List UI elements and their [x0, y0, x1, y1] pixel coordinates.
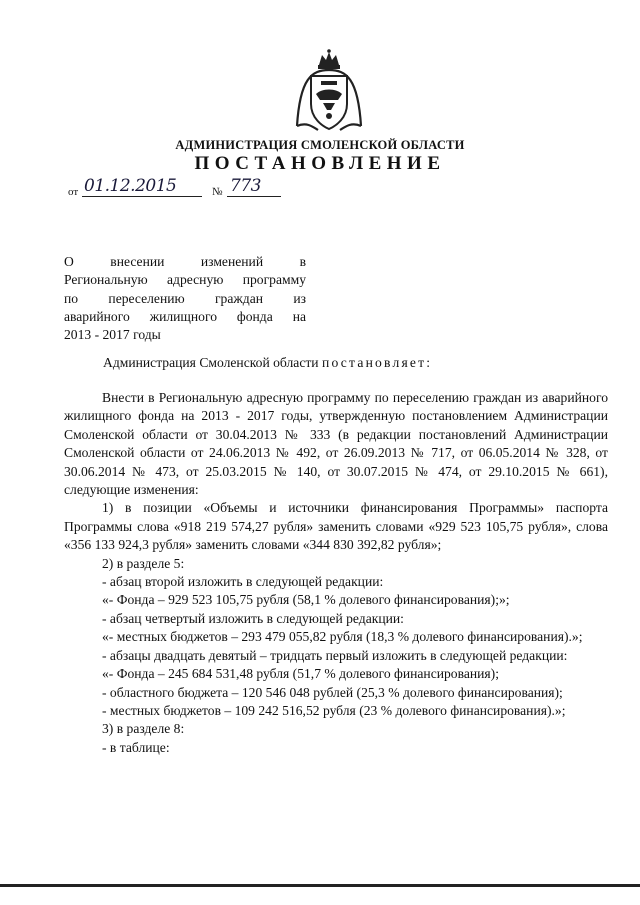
- body-paragraph: - в таблице:: [102, 739, 170, 755]
- intro-decree-word: постановляет: [321, 355, 427, 370]
- date-underline: [82, 196, 202, 197]
- body-paragraph: - абзацы двадцать девятый – тридцать первый изложить в следующей редакции:: [102, 647, 568, 663]
- body-paragraph: 3) в разделе 8:: [102, 721, 185, 737]
- body-paragraph: «- Фонда – 245 684 531,48 рубля (51,7 % долевого финансирования);: [102, 666, 499, 682]
- body-paragraph: - областного бюджета – 120 546 048 рублей (25,3 % долевого финансирования);: [102, 684, 563, 700]
- crown-icon: [318, 49, 340, 69]
- intro-text: Администрация Смоленской области: [103, 355, 319, 370]
- document-body: [64, 389, 608, 757]
- number-underline: [227, 196, 281, 197]
- coat-of-arms-icon: [294, 48, 364, 132]
- date-prefix: от: [68, 186, 79, 198]
- body-paragraph: - абзац четвертый изложить в следующей редакции:: [102, 610, 404, 626]
- date-number-line: [68, 178, 368, 202]
- number-value-handwritten: 773: [230, 176, 261, 196]
- body-paragraph: 1) в позиции «Объемы и источники финансирования Программы» паспорта Программы слова «918 219 574,27 рубля» заменить словами «929 523 105,75 рубля», слова «356 133 924,3 рубля» заменить словами «344 830 392,82 рубля»;: [64, 500, 608, 553]
- body-paragraph: «- местных бюджетов – 293 479 055,82 рубля (18,3 % долевого финансирования).»;: [102, 629, 583, 645]
- body-paragraph: - абзац второй изложить в следующей редакции:: [102, 574, 384, 590]
- subject-line: О внесении изменений в: [64, 254, 306, 269]
- intro-colon: :: [426, 355, 431, 370]
- subject-line: 2013 - 2017 годы: [64, 327, 161, 343]
- organization-title: АДМИНИСТРАЦИЯ СМОЛЕНСКОЙ ОБЛАСТИ: [175, 138, 465, 152]
- subject-line: по переселению граждан из: [64, 290, 306, 306]
- shield-icon: [311, 76, 347, 129]
- body-paragraph: «- Фонда – 929 523 105,75 рубля (58,1 % долевого финансирования);»;: [102, 592, 510, 608]
- body-paragraph: 2) в разделе 5:: [102, 555, 185, 571]
- body-paragraph: - местных бюджетов – 109 242 516,52 рубля (23 % долевого финансирования).»;: [102, 702, 566, 718]
- intro-line: [103, 355, 430, 371]
- number-prefix: №: [212, 186, 223, 198]
- body-paragraph: Внести в Региональную адресную программу по переселению граждан из аварийного жилищного фонда на 2013 - 2017 годы, утвержденную постановлением Администрации Смоленской области от 30.04.2013 № 333 (в редакции постановлений Администрации Смоленской области от 24.06.2013 № 492, от 26.09.2013 № 717, от 06.05.2014 № 328, от 30.06.2014 № 473, от 25.03.2015 № 140, от 30.07.2015 № 474, от 29.10.2015 № 661), следующие изменения:: [64, 390, 608, 498]
- date-value-handwritten: 01.12.2015: [84, 176, 177, 196]
- page-bottom-rule: [0, 884, 640, 887]
- subject-line: аварийного жилищного фонда на: [64, 308, 306, 324]
- document-subject: [64, 253, 306, 344]
- document-type-title: ПОСТАНОВЛЕНИЕ: [194, 153, 446, 174]
- subject-line: Региональную адресную программу: [64, 272, 306, 288]
